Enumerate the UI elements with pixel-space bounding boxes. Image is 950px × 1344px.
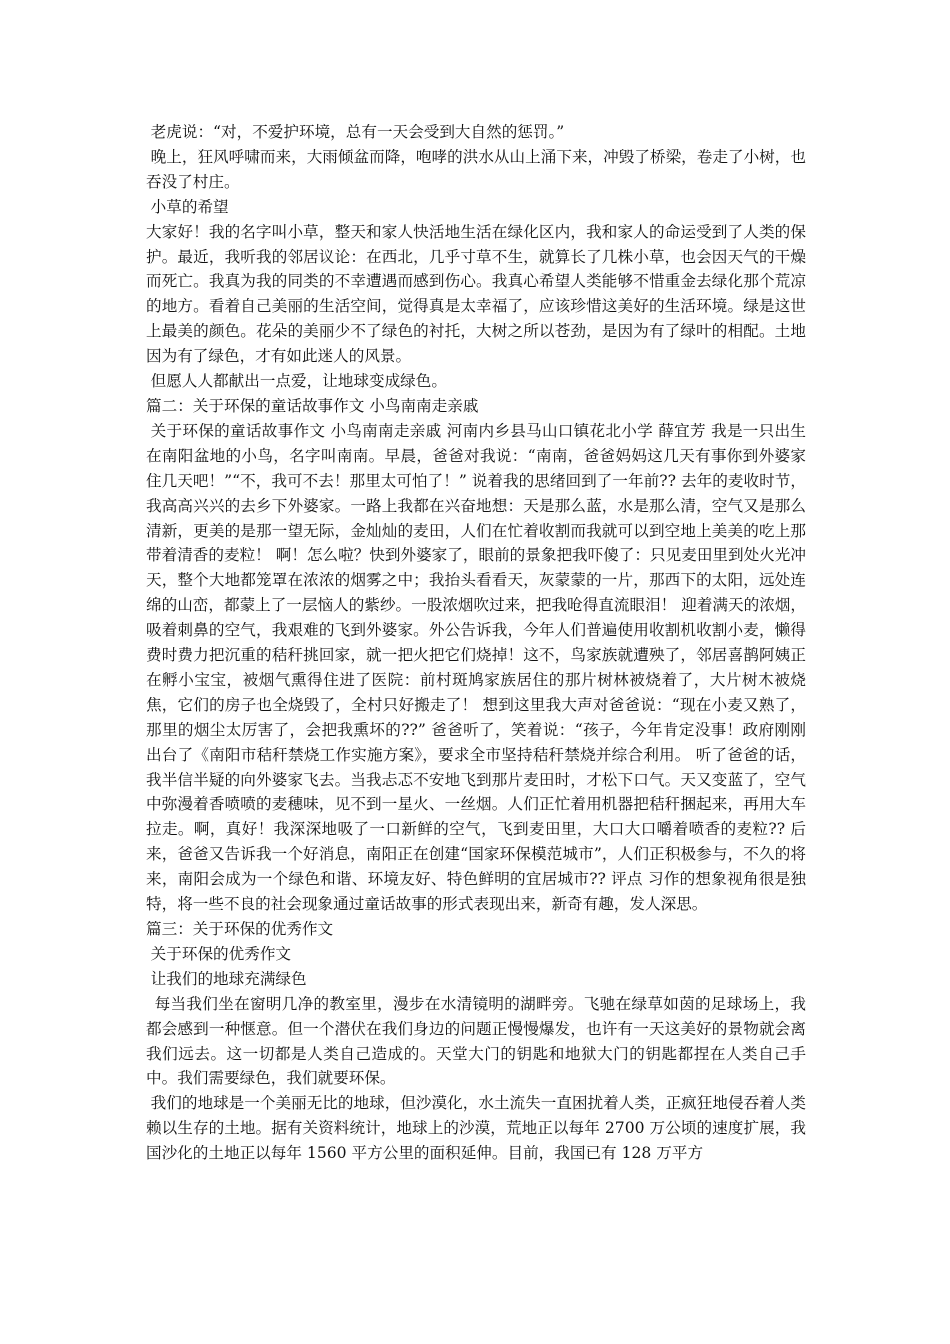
heading-part-three: 篇三：关于环保的优秀作文 [146, 920, 334, 938]
paragraph-tiger-quote: 老虎说：“对，不爱护环境，总有一天会受到大自然的惩罚。” [150, 123, 565, 141]
paragraph-bird-story: 关于环保的童话故事作文 小鸟南南走亲戚 河南内乡县马山口镇花北小学 薛宜芳 我是一只出生在南阳盆地的小鸟，名字叫南南。早晨，爸爸对我说：“南南，爸爸妈妈这几天有事你到外婆家住几天吧！”“不，我可不去！那里太可怕了！” 说着我的思绪回到了一年前?? 去年的麦收时节，我高高兴兴的去乡下外婆家。一路上我都在兴奋地想：天是那么蓝，水是那么清，空气又是那么清新，更美的是那一望无际，金灿灿的麦田，人们在忙着收割而我就可以到空地上美美的吃上那带着清香的麦粒！ 啊！怎么啦？快到外婆家了，眼前的景象把我吓傻了：只见麦田里到处火光冲天，整个大地都笼罩在浓浓的烟雾之中；我抬头看看天，灰蒙蒙的一片，那西下的太阳，远处连绵的山峦，都蒙上了一层恼人的紫纱。一股浓烟吹过来，把我呛得直流眼泪！ 迎着满天的浓烟，吸着刺鼻的空气，我艰难的飞到外婆家。外公告诉我，今年人们普遍使用收割机收割小麦，懒得费时费力把沉重的秸秆挑回家，就一把火把它们烧掉！这不，鸟家族就遭殃了，邻居喜鹊阿姨正在孵小宝宝，被烟气熏得住进了医院：前村斑鸠家族居住的那片树林被烧着了，大片树木被烧焦，它们的房子也全烧毁了，全村只好搬走了！ 想到这里我大声对爸爸说：“现在小麦又熟了，那里的烟尘太厉害了，会把我熏坏的??” 爸爸听了，笑着说：“孩子，今年肯定没事！政府刚刚出台了《南阳市秸秆禁烧工作实施方案》，要求全市坚持秸秆禁烧并综合利用。 听了爸爸的话，我半信半疑的向外婆家飞去。当我忐忑不安地飞到那片麦田时，才松下口气。天又变蓝了，空气中弥漫着香喷喷的麦穗味，见不到一星火、一丝烟。人们正忙着用机器把秸秆捆起来，再用大车拉走。啊，真好！我深深地吸了一口新鲜的空气，飞到麦田里，大口大口嚼着喷香的麦粒?? 后来，爸爸又告诉我一个好消息，南阳正在创建“国家环保模范城市”，人们正积极参与，不久的将来，南阳会成为一个绿色和谐、环境友好、特色鲜明的宜居城市?? 评点 习作的想象视角很是独特，将一些不良的社会现象通过童话故事的形式表现出来，新奇有趣，发人深思。 [146, 421, 806, 914]
document-page [146, 120, 806, 1166]
paragraph-classroom: 每当我们坐在窗明几净的教室里，漫步在水清镜明的湖畔旁。飞驰在绿草如茵的足球场上，我都会感到一种惬意。但一个潜伏在我们身边的问题正慢慢爆发，也许有一天这美好的景物就会离我们远去。这一切都是人类自己造成的。天堂大门的钥匙和地狱大门的钥匙都捏在人类自己手中。我们需要绿色，我们就要环保。 [146, 994, 806, 1088]
heading-part-two: 篇二：关于环保的童话故事作文 小鸟南南走亲戚 [146, 396, 479, 415]
subheading-green-earth: 让我们的地球充满绿色 [150, 969, 307, 988]
paragraph-grass-wish: 但愿人人都献出一点爱，让地球变成绿色。 [150, 372, 447, 391]
subheading-essay: 关于环保的优秀作文 [150, 944, 292, 963]
heading-grass-hope: 小草的希望 [150, 197, 229, 216]
paragraph-desertification: 我们的地球是一个美丽无比的地球，但沙漠化，水土流失一直困扰着人类，正疯狂地侵吞着人类赖以生存的土地。据有关资料统计，地球上的沙漠，荒地正以每年 2700 万公顷的速度扩展，我国沙化的土地正以每年 1560 平方公里的面积延伸。目前，我国已有 128 万平方 [146, 1094, 806, 1163]
paragraph-storm: 晚上，狂风呼啸而来，大雨倾盆而降，咆哮的洪水从山上涌下来，冲毁了桥梁，卷走了小树，也吞没了村庄。 [146, 147, 806, 191]
paragraph-grass-story: 大家好！我的名字叫小草，整天和家人快活地生活在绿化区内，我和家人的命运受到了人类的保护。最近，我听我的邻居议论：在西北，几乎寸草不生，就算长了几株小草，也会因天气的干燥而死亡。我真为我的同类的不幸遭遇而感到伤心。我真心希望人类能够不惜重金去绿化那个荒凉的地方。看着自己美丽的生活空间，觉得真是太幸福了，应该珍惜这美好的生活环境。绿是这世上最美的颜色。花朵的美丽少不了绿色的衬托，大树之所以苍劲，是因为有了绿叶的相配。土地因为有了绿色，才有如此迷人的风景。 [146, 222, 806, 366]
